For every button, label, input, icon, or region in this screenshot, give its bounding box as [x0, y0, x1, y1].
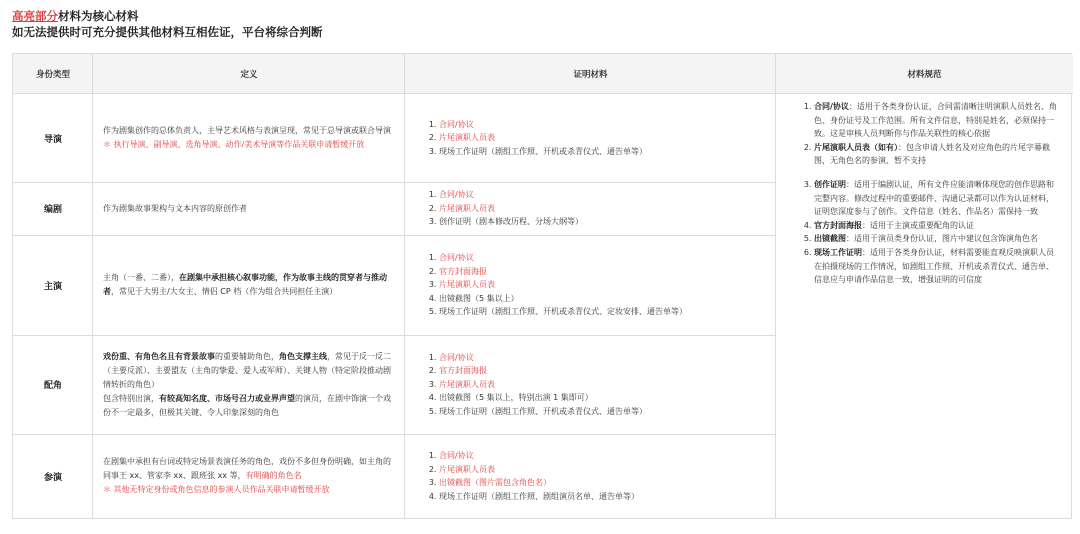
material-item: 4. 出镜截图（5 集以上）: [439, 292, 766, 306]
material-item: 3. 片尾演职人员表: [439, 278, 766, 292]
definition-fragment: 的重要辅助角色，: [215, 351, 279, 361]
spec-item: [814, 100, 1059, 141]
column-header-type: 身份类型: [13, 54, 93, 94]
spec-item-title: 现场工作证明: [814, 247, 862, 257]
definition-cell: [93, 235, 405, 335]
spec-item-text: ：适用于各类身份认证，合同需清晰注明演职人员姓名、角色、身份证号及工作范围。所有文件信息，特别是姓名，必须保持一致。这是审核人员判断你与作品关联性的核心依据: [814, 102, 1057, 139]
definition-text: [103, 455, 395, 483]
role-cell: 配角: [43, 381, 62, 391]
spec-item: [814, 219, 1059, 233]
definition-fragment: 有明确的角色名: [245, 471, 302, 480]
spec-item-text: ：适用于主演或重要配角的认证: [862, 220, 974, 230]
materials-list: [427, 449, 766, 503]
materials-cell: [405, 235, 776, 335]
definition-text: [103, 271, 395, 299]
material-item: 2. 片尾演职人员表: [439, 463, 766, 477]
definition-fragment: ，常见于反一反二（主要反派）、主要盟友（主角的挚爱、爱人或军师）、关键人物（特定阶段推动剧情转折的角色）: [103, 351, 391, 389]
definition-note: ＊ 执行导演、副导演、选角导演、动作/美术导演等作品关联申请暂缓开放: [103, 140, 365, 149]
material-item: 2. 片尾演职人员表: [439, 202, 766, 216]
materials-list: [427, 251, 766, 319]
material-item: 1. 合同/协议: [439, 449, 766, 463]
definition-fragment: 的演员，在剧中饰演一个戏份不一定最多，但极其关键、令人印象深刻的角色: [103, 393, 391, 417]
spec-item: [814, 232, 1059, 246]
spec-item-title: 创作证明: [814, 179, 846, 189]
spec-item-title: 合同/协议: [814, 102, 849, 111]
spec-item: [814, 141, 1059, 168]
spec-item-text: ：包含申请人姓名及对应角色的片尾字幕截图，无角色名的参演、暂不支持: [814, 142, 1050, 166]
material-item: 3. 现场工作证明（剧组工作照、开机或杀青仪式、通告单等）: [439, 145, 766, 159]
material-item: 1. 合同/协议: [439, 188, 766, 202]
spec-list: [800, 100, 1059, 287]
header-line-1: [12, 8, 323, 24]
spec-item-title: 片尾演职人员表（如有）: [814, 142, 898, 152]
definition-cell: [93, 434, 405, 518]
definition-fragment: 在剧集中承担有台词或特定场景表演任务的角色，戏份不多但身份明确，如主角的同事王 xx、管家李 xx、跟班张 xx 等，: [103, 457, 391, 480]
material-item: 5. 现场工作证明（剧组工作照、开机或杀青仪式、定妆安排、通告单等）: [439, 305, 766, 319]
column-header-definition: 定义: [93, 54, 405, 94]
definition-text: [103, 350, 395, 420]
spec-item: [814, 178, 1059, 219]
column-header-materials: 证明材料: [405, 54, 776, 94]
definition-fragment: 包含特别出演，: [103, 393, 159, 403]
definition-note: ＊ 其他无特定身份或角色信息的参演人员作品关联申请暂缓开放: [103, 485, 330, 494]
material-item: 2. 官方封面海报: [439, 364, 766, 378]
spec-item-text: ：适用于演员类身份认证，图片中建议包含饰演角色名: [846, 234, 1038, 244]
spec-item: [814, 246, 1059, 287]
definition-fragment: 角色支撑主线: [279, 351, 327, 361]
definition-fragment: 有较高知名度、市场号召力或业界声望: [159, 393, 295, 403]
material-item: 3. 片尾演职人员表: [439, 378, 766, 392]
materials-cell: [405, 434, 776, 518]
spec-item-title: 出镜截图: [814, 234, 846, 244]
definition-text: [103, 202, 395, 216]
header-line-1-text: 材料为核心材料: [58, 9, 139, 23]
materials-list: [427, 351, 766, 419]
material-item: 2. 官方封面海报: [439, 265, 766, 279]
role-cell: 导演: [43, 134, 62, 145]
material-item: 4. 现场工作证明（剧组工作照、剧组演员名单、通告单等）: [439, 490, 766, 504]
material-item: 4. 出镜截图（5 集以上，特别出演 1 集即可）: [439, 391, 766, 405]
material-item: 3. 创作证明（剧本修改历程、分场大纲等）: [439, 215, 766, 229]
role-cell: 主演: [43, 281, 62, 292]
page-header: [12, 8, 323, 40]
spec-cell: [776, 94, 1073, 518]
material-item: 1. 合同/协议: [439, 118, 766, 132]
definition-cell: [93, 335, 405, 434]
materials-cell: [405, 94, 776, 182]
material-item: 5. 现场工作证明（剧组工作照、开机或杀青仪式、通告单等）: [439, 405, 766, 419]
material-item: 3. 出镜截图（图片需包含角色名）: [439, 476, 766, 490]
definition-fragment: 在剧集中承担核心叙事功能，作为故事主线的贯穿者与推动者: [103, 273, 387, 296]
definition-fragment: 主角（一番、二番），: [103, 273, 179, 282]
definition-cell: [93, 182, 405, 235]
definition-cell: [93, 94, 405, 182]
role-cell: 参演: [43, 472, 62, 483]
role-cell: 编剧: [43, 205, 62, 215]
definition-fragment: 作为剧集创作的总体负责人，主导艺术风格与表演呈现，常见于总导演或联合导演: [103, 126, 391, 135]
material-item: 2. 片尾演职人员表: [439, 131, 766, 145]
spec-item-text: ：适用于编剧认证，所有文件应能清晰体现您的创作思路和完整内容。修改过程中的重要邮件、沟通记录都可以作为认证材料，证明您深度参与了创作。文件信息（姓名、作品名）需保持一致: [814, 179, 1054, 217]
definition-fragment: ，常见于大男主/大女主、情侣 CP 档（作为组合共同担任主演）: [111, 287, 338, 296]
material-item: 1. 合同/协议: [439, 351, 766, 365]
column-header-spec: 材料规范: [776, 54, 1073, 94]
header-line-2: 如无法提供时可充分提供其他材料互相佐证，平台将综合判断: [12, 25, 323, 39]
material-item: 1. 合同/协议: [439, 251, 766, 265]
materials-list: [427, 188, 766, 229]
definition-fragment: 作为剧集故事架构与文本内容的原创作者: [103, 203, 247, 213]
spec-item-title: 官方封面海报: [814, 220, 862, 230]
identity-table: [12, 53, 1072, 519]
materials-cell: [405, 335, 776, 434]
materials-list: [427, 118, 766, 159]
definition-fragment: 戏份重、有角色名且有背景故事: [103, 351, 215, 361]
materials-cell: [405, 182, 776, 235]
spec-item-text: ：适用于各类身份认证，材料需要能直观反映演职人员在拍摄现场的工作情况，如剧组工作照、开机或杀青仪式、通告单、信息应与申请作品信息一致，增强证明的可信度: [814, 247, 1054, 285]
highlight-label: 高亮部分: [12, 9, 58, 23]
definition-text: [103, 124, 395, 138]
